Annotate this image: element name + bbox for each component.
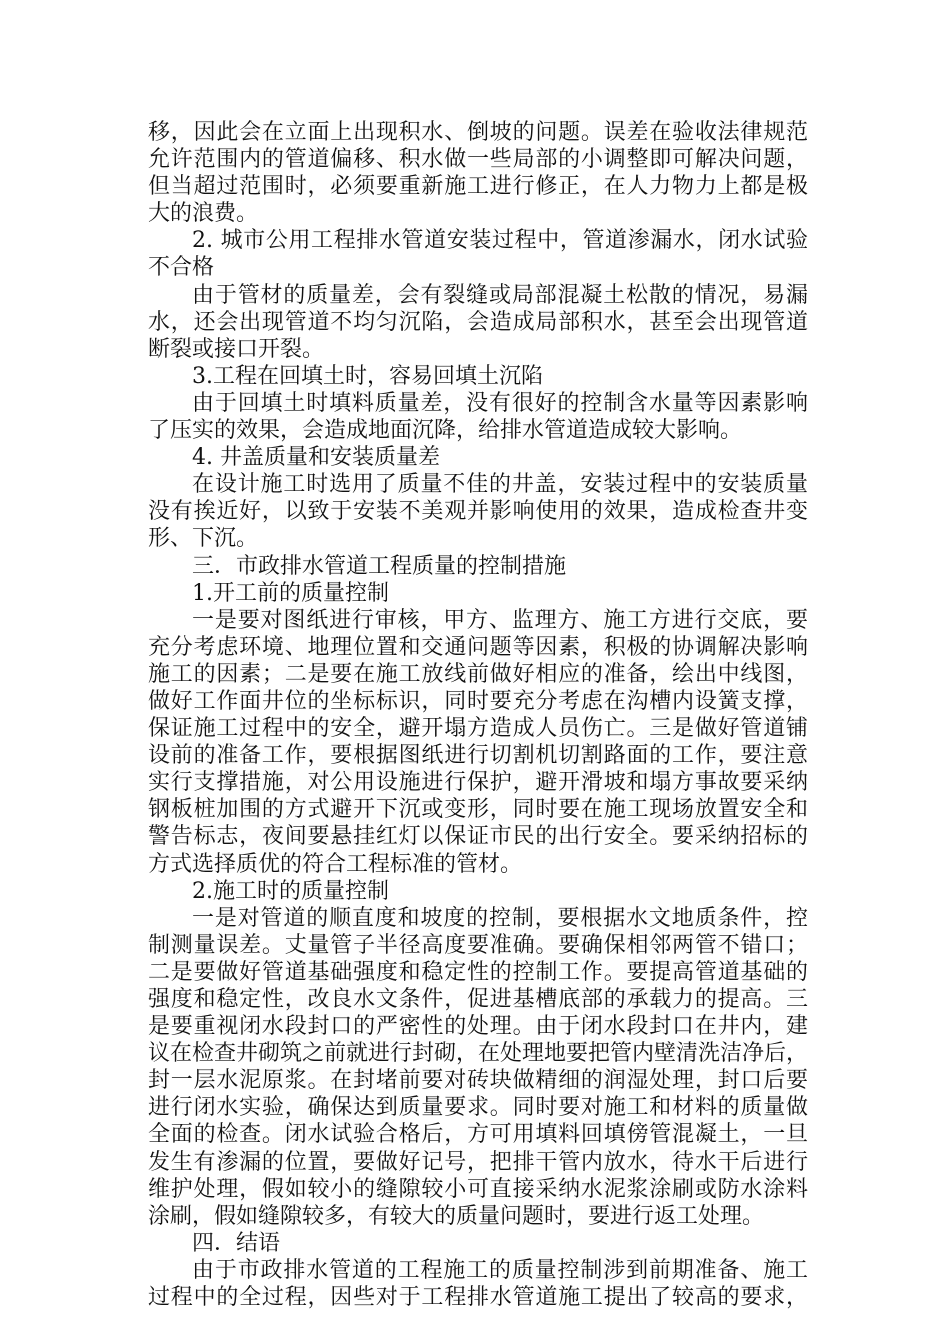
text-line: 维护处理，假如较小的缝隙较小可直接采纳水泥浆涂刷或防水涂料 bbox=[148, 1176, 808, 1202]
text-line: 进行闭水实验，确保达到质量要求。同时要对施工和材料的质量做 bbox=[148, 1095, 808, 1121]
text-line: 三．市政排水管道工程质量的控制措施 bbox=[192, 553, 567, 579]
text-line: 4. 井盖质量和安装质量差 bbox=[192, 445, 440, 471]
text-line: 全面的检查。闭水试验合格后，方可用填料回填傍管混凝土，一旦 bbox=[148, 1122, 808, 1148]
text-line: 形、下沉。 bbox=[148, 526, 259, 552]
text-line: 做好工作面井位的坐标标识，同时要充分考虑在沟槽内设簧支撑， bbox=[148, 688, 808, 714]
text-line: 允许范围内的管道偏移、积水做一些局部的小调整即可解决问题， bbox=[148, 147, 808, 173]
text-line: 一是对管道的顺直度和坡度的控制，要根据水文地质条件，控 bbox=[192, 905, 808, 931]
text-line: 在设计施工时选用了质量不佳的井盖，安装过程中的安装质量 bbox=[192, 472, 808, 498]
text-line: 封一层水泥原浆。在封堵前要对砖块做精细的润湿处理，封口后要 bbox=[148, 1068, 808, 1094]
text-line: 2. 城市公用工程排水管道安装过程中，管道渗漏水，闭水试验 bbox=[192, 228, 808, 254]
text-line: 不合格 bbox=[148, 255, 215, 281]
text-line: 方式选择质优的符合工程标准的管材。 bbox=[148, 851, 523, 877]
text-line: 一是要对图纸进行审核，甲方、监理方、施工方进行交底，要 bbox=[192, 607, 808, 633]
text-line: 充分考虑环境、地理位置和交通问题等因素，积极的协调解决影响 bbox=[148, 634, 808, 660]
text-line: 施工的因素；二是要在施工放线前做好相应的准备，绘出中线图， bbox=[148, 661, 808, 687]
text-line: 设前的准备工作，要根据图纸进行切割机切割路面的工作，要注意 bbox=[148, 743, 808, 769]
text-line: 强度和稳定性，改良水文条件，促进基槽底部的承载力的提高。三 bbox=[148, 987, 808, 1012]
text-line: 保证施工过程中的安全，避开塌方造成人员伤亡。三是做好管道铺 bbox=[148, 716, 808, 742]
text-line: 1.开工前的质量控制 bbox=[192, 580, 389, 606]
text-line: 发生有渗漏的位置，要做好记号，把排干管内放水，待水干后进行 bbox=[148, 1149, 808, 1175]
text-line: 四．结语 bbox=[192, 1230, 281, 1256]
text-line: 由于回填土时填料质量差，没有很好的控制含水量等因素影响 bbox=[192, 390, 808, 416]
text-line: 3.工程在回填土时，容易回填土沉陷 bbox=[192, 363, 543, 389]
text-line: 警告标志，夜间要悬挂红灯以保证市民的出行安全。要采纳招标的 bbox=[148, 824, 808, 850]
text-line: 2.施工时的质量控制 bbox=[192, 878, 389, 904]
text-line: 移，因此会在立面上出现积水、倒坡的问题。误差在验收法律规范 bbox=[148, 120, 808, 145]
text-line: 大的浪费。 bbox=[148, 201, 259, 227]
text-line: 由于市政排水管道的工程施工的质量控制涉到前期准备、施工 bbox=[192, 1257, 808, 1283]
text-line: 由于管材的质量差，会有裂缝或局部混凝土松散的情况，易漏 bbox=[192, 282, 808, 308]
text-line: 过程中的全过程，因些对于工程排水管道施工提出了较高的要求， bbox=[148, 1285, 808, 1311]
text-line: 二是要做好管道基础强度和稳定性的控制工作。要提高管道基础的 bbox=[148, 959, 808, 985]
text-line: 实行支撑措施，对公用设施进行保护，避开滑坡和塌方事故要采纳 bbox=[148, 770, 808, 796]
text-line: 断裂或接口开裂。 bbox=[148, 336, 325, 362]
text-line: 了压实的效果，会造成地面沉降，给排水管道造成较大影响。 bbox=[148, 418, 743, 444]
text-line: 没有挨近好，以致于安装不美观并影响使用的效果，造成检查井变 bbox=[148, 499, 808, 525]
text-line: 是要重视闭水段封口的严密性的处理。由于闭水段封口在井内，建 bbox=[148, 1014, 808, 1040]
text-line: 但当超过范围时，必须要重新施工进行修正，在人力物力上都是极 bbox=[148, 174, 808, 200]
text-line: 涂刷，假如缝隙较多，有较大的质量问题时，要进行返工处理。 bbox=[148, 1203, 765, 1229]
text-line: 水，还会出现管道不均匀沉陷，会造成局部积水，甚至会出现管道 bbox=[148, 309, 808, 335]
text-line: 制测量误差。丈量管子半径高度要准确。要确保相邻两管不错口； bbox=[148, 932, 808, 958]
text-line: 钢板桩加围的方式避开下沉或变形，同时要在施工现场放置安全和 bbox=[148, 797, 808, 823]
text-line: 议在检查井砌筑之前就进行封砌，在处理地要把管内壁清洗洁净后， bbox=[148, 1041, 809, 1067]
body-text bbox=[148, 119, 808, 1311]
